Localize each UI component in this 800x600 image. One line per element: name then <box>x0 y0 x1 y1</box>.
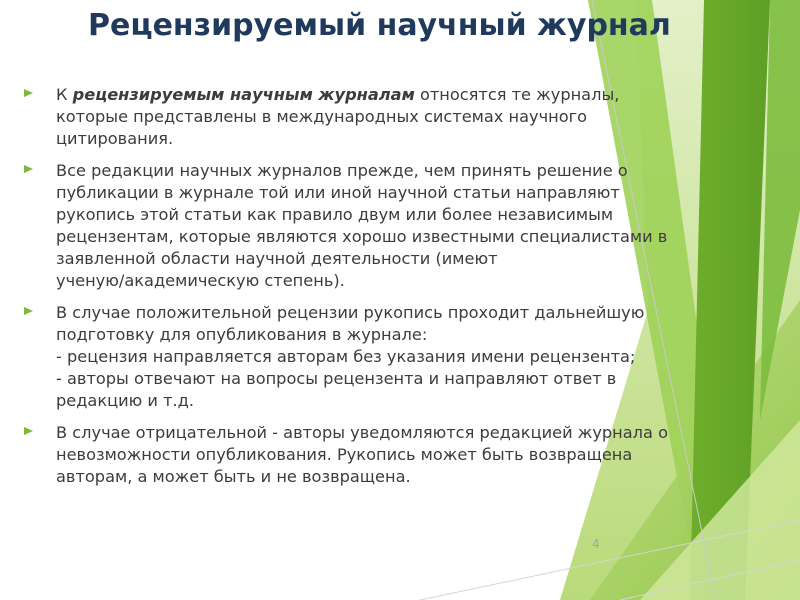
bullet-2-line-2: публикации в журнале той или иной научной статьи направляют <box>56 183 620 202</box>
bullet-2-line-4: рецензентам, которые являются хорошо известными специалистами в <box>56 227 668 246</box>
bullet-2-line-1: Все редакции научных журналов прежде, чем принять решение о <box>56 161 628 180</box>
bullet-3-line-5: редакцию и т.д. <box>56 391 195 410</box>
bullet-1-rest: относятся те журналы, <box>414 85 620 104</box>
bullet-1-line-3: цитирования. <box>56 129 174 148</box>
bullet-arrow-icon <box>24 89 33 97</box>
bullet-1-line-2: которые представлены в международных системах научного <box>56 107 588 126</box>
bullet-1-emphasis: рецензируемым научным журналам <box>72 85 415 104</box>
bullet-arrow-icon <box>24 427 33 435</box>
bullet-item-1 <box>56 84 776 150</box>
bullet-2-line-5: заявленной области научной деятельности (имеют <box>56 249 498 268</box>
bullet-item-2 <box>56 160 776 292</box>
bullet-arrow-icon <box>24 165 33 173</box>
bullet-3-line-4: - авторы отвечают на вопросы рецензента и направляют ответ в <box>56 369 617 388</box>
slide-title: Рецензируемый научный журнал <box>88 8 671 43</box>
bullet-3-line-1: В случае положительной рецензии рукопись проходит дальнейшую <box>56 303 645 322</box>
page-number: 4 <box>592 537 600 551</box>
bullet-4-line-3: авторам, а может быть и не возвращена. <box>56 467 411 486</box>
bullet-4-line-1: В случае отрицательной - авторы уведомляются редакцией журнала о <box>56 423 668 442</box>
bullet-4-line-2: невозможности опубликования. Рукопись может быть возвращена <box>56 445 633 464</box>
bullet-item-4 <box>56 422 776 488</box>
bullet-1-prefix: К <box>56 85 73 104</box>
bullet-arrow-icon <box>24 307 33 315</box>
bullet-3-line-3: - рецензия направляется авторам без указания имени рецензента; <box>56 347 636 366</box>
bullet-2-line-3: рукопись этой статьи как правило двум или более независимым <box>56 205 614 224</box>
bullet-list <box>56 84 776 498</box>
bullet-item-3 <box>56 302 776 412</box>
bullet-2-line-6: ученую/академическую степень). <box>56 271 345 290</box>
bullet-3-line-2: подготовку для опубликования в журнале: <box>56 325 428 344</box>
bullet-1-line-1 <box>56 84 776 106</box>
